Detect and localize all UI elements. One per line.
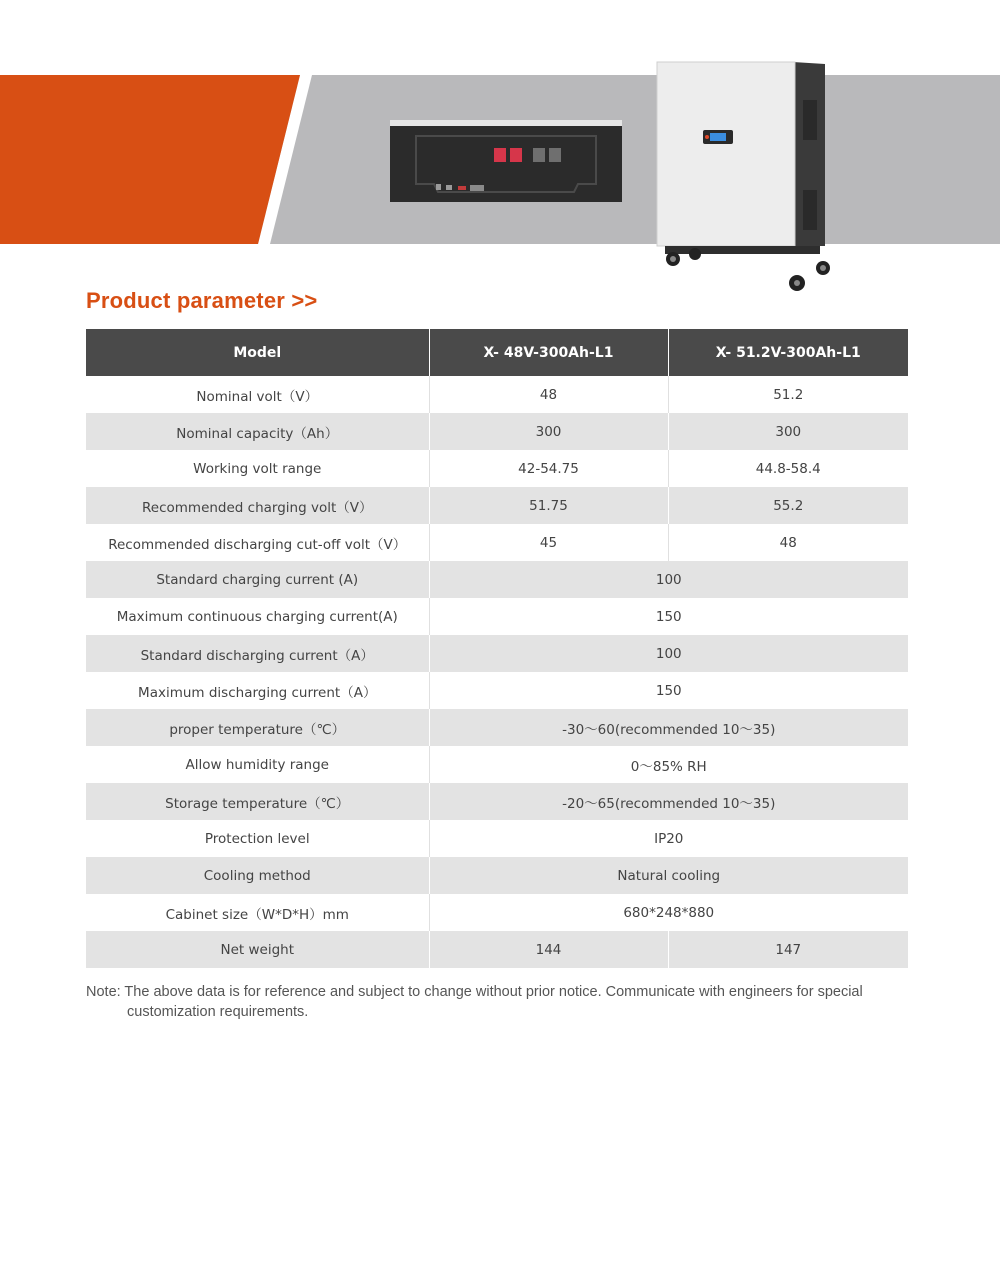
row-label: Nominal capacity（Ah） [86, 413, 429, 450]
row-label: Cooling method [86, 857, 429, 894]
table-row [86, 894, 908, 931]
table-row [86, 931, 908, 968]
table-row [86, 487, 908, 524]
battery-front-panel-image [390, 120, 622, 202]
row-label: Net weight [86, 931, 429, 968]
cell-value: 51.2 [668, 376, 908, 413]
cell-value: 150 [429, 672, 908, 709]
cell-value: 55.2 [668, 487, 908, 524]
row-label: Allow humidity range [86, 746, 429, 783]
row-label: proper temperature（℃） [86, 709, 429, 746]
cell-value: 48 [668, 524, 908, 561]
table-row [86, 413, 908, 450]
cell-value: 100 [429, 635, 908, 672]
table-row [86, 857, 908, 894]
table-row [86, 450, 908, 487]
table-row [86, 820, 908, 857]
cell-value: 300 [429, 413, 668, 450]
cell-value: IP20 [429, 820, 908, 857]
cell-value: 680*248*880 [429, 894, 908, 931]
row-label: Standard charging current (A) [86, 561, 429, 598]
cell-value: 150 [429, 598, 908, 635]
table-row [86, 709, 908, 746]
table-row [86, 746, 908, 783]
cell-value: 42-54.75 [429, 450, 668, 487]
battery-cabinet-image [655, 60, 835, 295]
row-label: Protection level [86, 820, 429, 857]
row-label: Storage temperature（℃） [86, 783, 429, 820]
table-row [86, 376, 908, 413]
row-label: Cabinet size（W*D*H）mm [86, 894, 429, 931]
row-label: Maximum continuous charging current(A) [86, 598, 429, 635]
row-label: Standard discharging current（A） [86, 635, 429, 672]
cell-value: 147 [668, 931, 908, 968]
cell-value: 44.8-58.4 [668, 450, 908, 487]
cell-value: 144 [429, 931, 668, 968]
table-row [86, 635, 908, 672]
header-model-48v: X- 48V-300Ah-L1 [429, 329, 668, 376]
cell-value: -30～60(recommended 10～35) [429, 709, 908, 746]
row-label: Recommended discharging cut-off volt（V） [86, 524, 429, 561]
cell-value: -20～65(recommended 10～35) [429, 783, 908, 820]
row-label: Working volt range [86, 450, 429, 487]
row-label: Recommended charging volt（V） [86, 487, 429, 524]
cell-value: 51.75 [429, 487, 668, 524]
header-model-51v: X- 51.2V-300Ah-L1 [668, 329, 908, 376]
row-label: Maximum discharging current（A） [86, 672, 429, 709]
table-row [86, 672, 908, 709]
section-title: Product parameter >> [86, 288, 318, 313]
header-model: Model [86, 329, 429, 376]
banner-orange-block [0, 75, 300, 244]
cell-value: 0～85% RH [429, 746, 908, 783]
product-parameter-table [86, 329, 908, 968]
cell-value: 45 [429, 524, 668, 561]
cell-value: 300 [668, 413, 908, 450]
cell-value: 100 [429, 561, 908, 598]
table-row [86, 561, 908, 598]
row-label: Nominal volt（V） [86, 376, 429, 413]
footnote: Note: The above data is for reference and subject to change without prior notice. Communicate with engineers for special customization requirements. [86, 984, 863, 1020]
table-row [86, 524, 908, 561]
table-row [86, 598, 908, 635]
table-header-row [86, 329, 908, 376]
cell-value: Natural cooling [429, 857, 908, 894]
cell-value: 48 [429, 376, 668, 413]
table-row [86, 783, 908, 820]
